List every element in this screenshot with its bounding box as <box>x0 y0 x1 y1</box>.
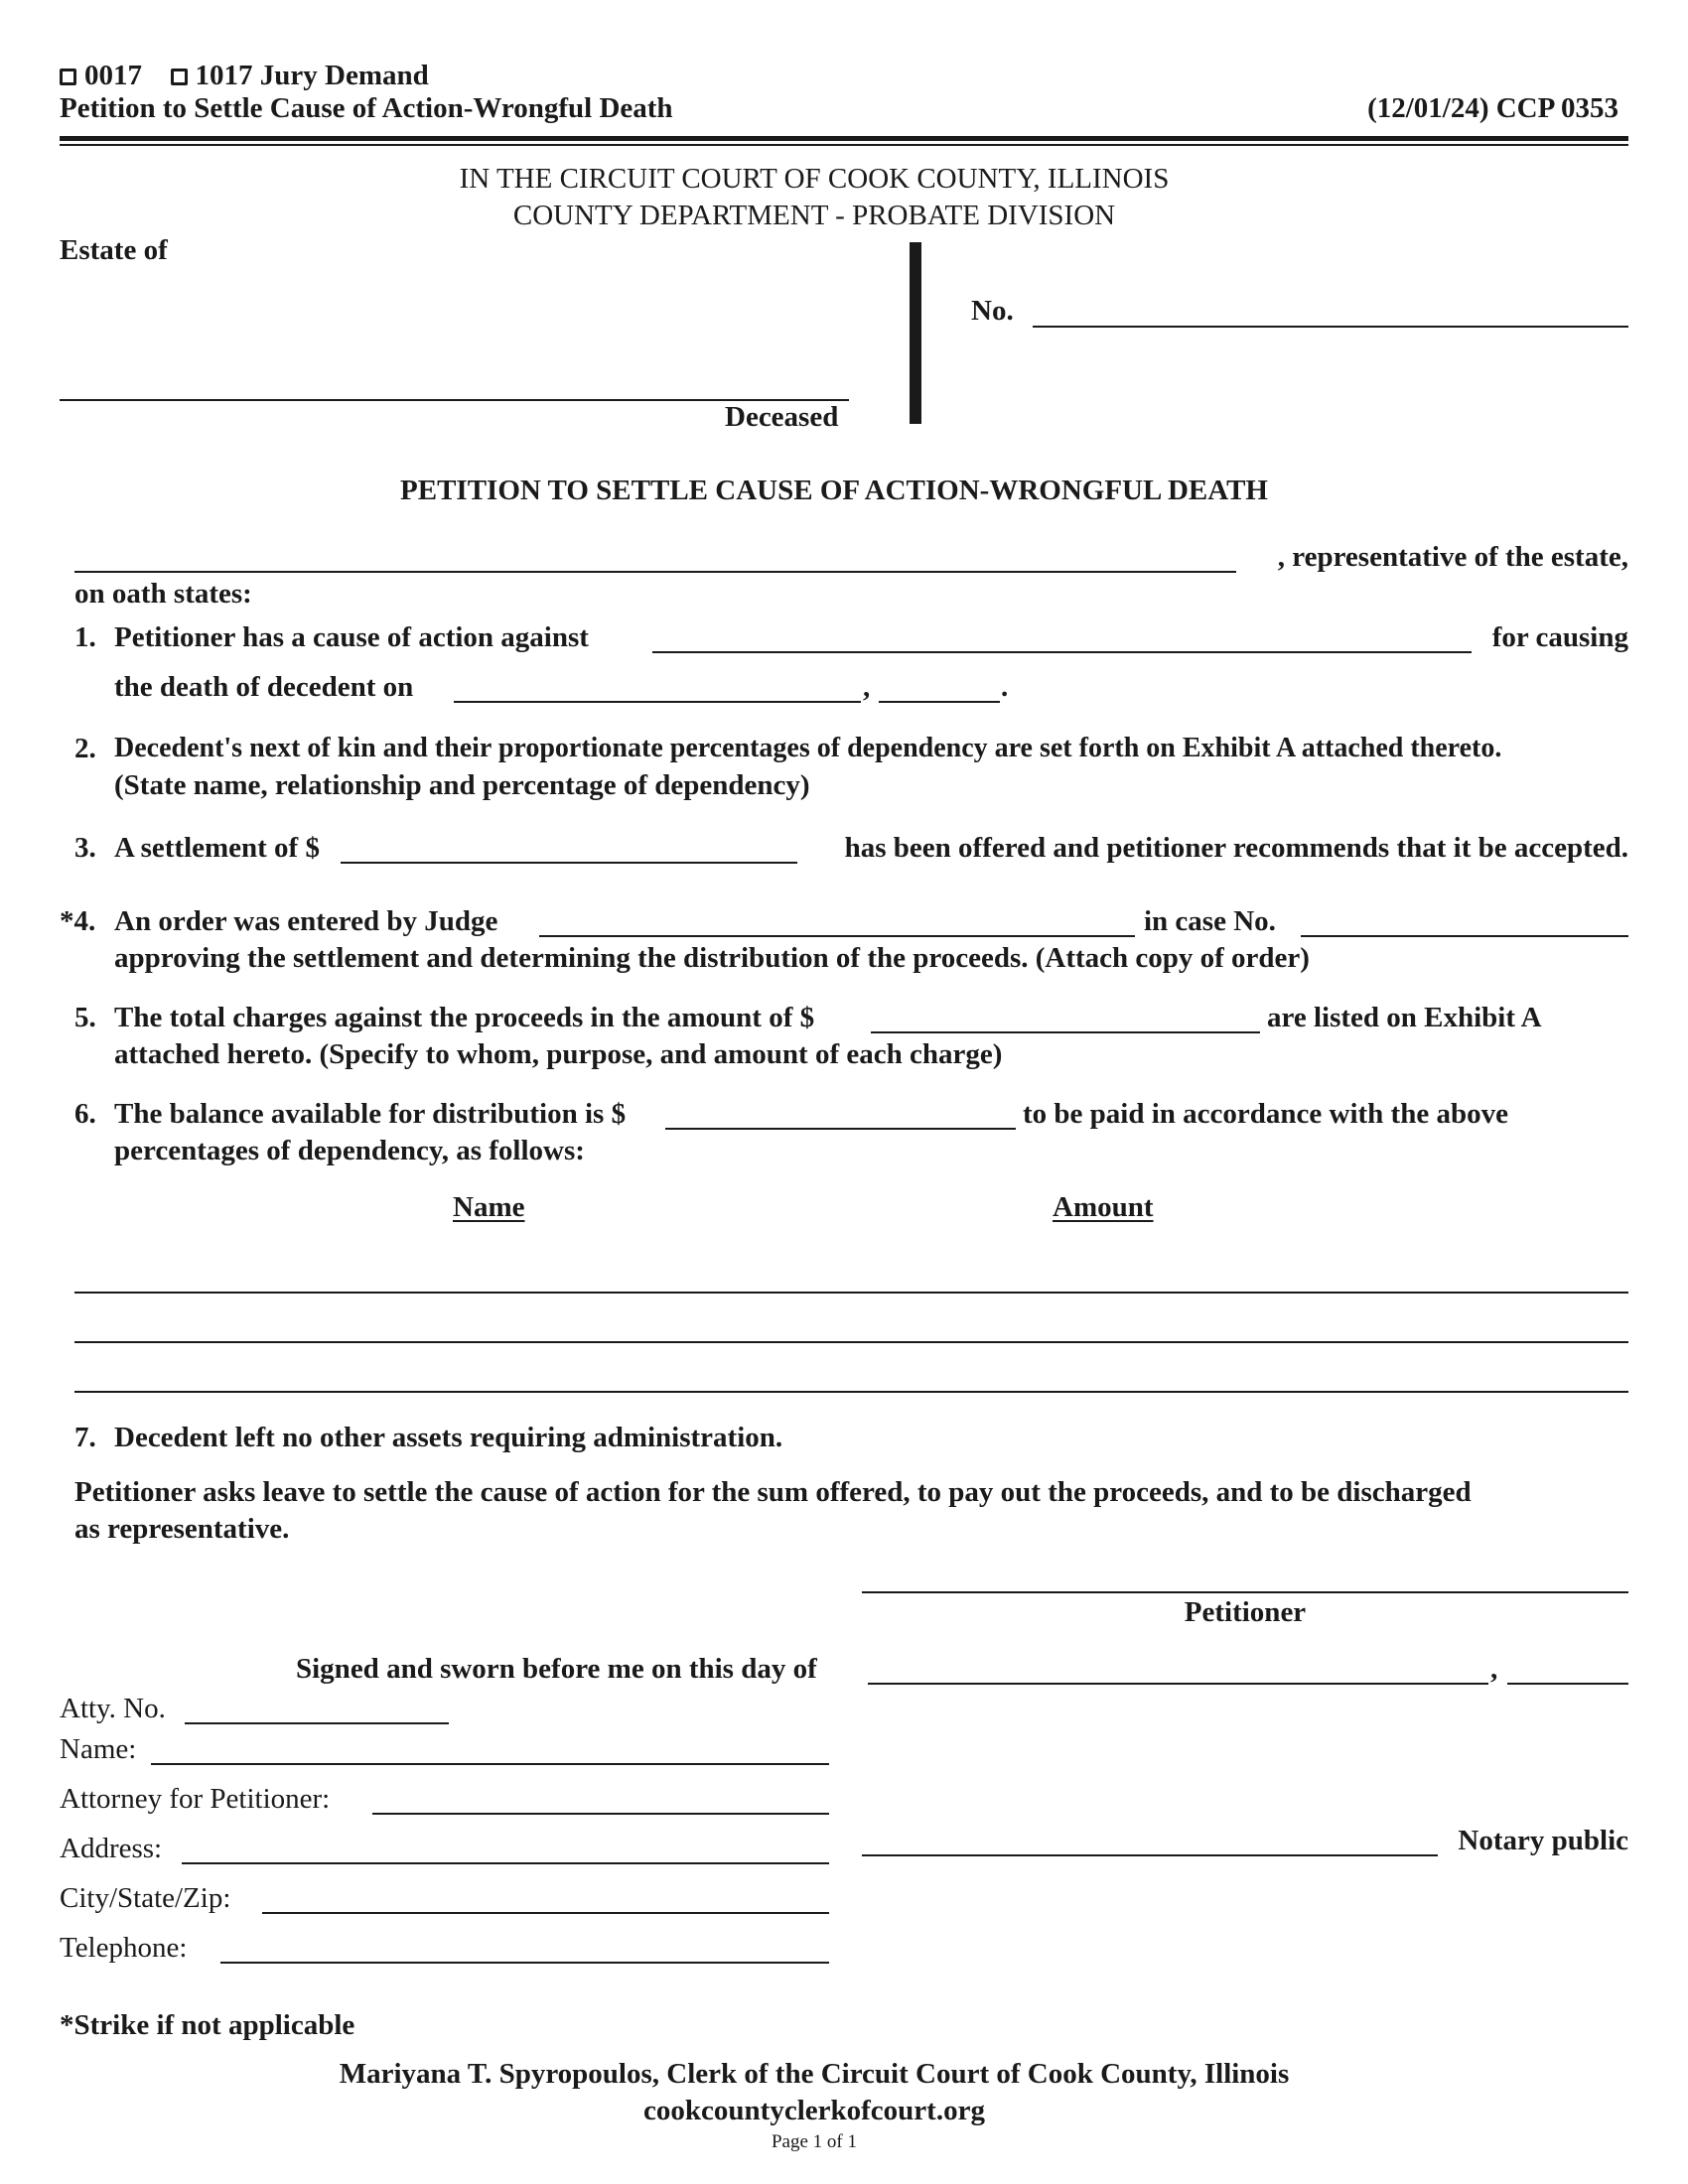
item-1-comma: , <box>863 671 871 703</box>
city-state-zip-label: City/State/Zip: <box>60 1882 231 1914</box>
deceased-label: Deceased <box>725 401 839 433</box>
notary-label: Notary public <box>1458 1825 1628 1856</box>
death-date-field[interactable] <box>454 701 861 703</box>
petitioner-signature-field[interactable] <box>862 1591 1628 1593</box>
item-4-text-c: approving the settlement and determining the distribution of the proceeds. (Attach copy of order) <box>114 942 1310 974</box>
item-7-number: 7. <box>74 1422 96 1453</box>
item-2-text-a: Decedent's next of kin and their proportionate percentages of dependency are set forth on Exhibit A attached thereto. <box>114 733 1502 763</box>
notary-signature-field[interactable] <box>862 1854 1438 1856</box>
name-label: Name: <box>60 1733 137 1765</box>
item-5-text-b: are listed on Exhibit A <box>1267 1002 1542 1033</box>
address-label: Address: <box>60 1833 163 1864</box>
item-7-text: Decedent left no other assets requiring administration. <box>114 1422 783 1453</box>
distribution-line-1[interactable] <box>74 1292 1628 1294</box>
telephone-field[interactable] <box>220 1962 829 1964</box>
form-id: (12/01/24) CCP 0353 <box>1367 92 1618 124</box>
item-3-text-b: has been offered and petitioner recommends that it be accepted. <box>844 832 1628 864</box>
item-5-text-c: attached hereto. (Specify to whom, purpose, and amount of each charge) <box>114 1038 1003 1070</box>
attorney-name-field[interactable] <box>151 1763 829 1765</box>
attorney-for-field[interactable] <box>372 1813 829 1815</box>
item-6-number: 6. <box>74 1098 96 1130</box>
address-field[interactable] <box>182 1862 829 1864</box>
charges-amount-field[interactable] <box>871 1031 1260 1033</box>
sworn-text: Signed and sworn before me on this day of <box>296 1653 817 1685</box>
item-5-text-a: The total charges against the proceeds in the amount of $ <box>114 1002 815 1033</box>
case-number-field[interactable] <box>1033 326 1628 328</box>
judge-name-field[interactable] <box>539 935 1135 937</box>
closing-line-2: as representative. <box>74 1513 290 1545</box>
item-6-text-a: The balance available for distribution is $ <box>114 1098 627 1130</box>
sworn-year-field[interactable] <box>1507 1683 1628 1685</box>
item-4-text-a: An order was entered by Judge <box>114 905 498 937</box>
settlement-amount-field[interactable] <box>341 862 797 864</box>
oath-text: on oath states: <box>74 578 252 610</box>
item-6-text-b: to be paid in accordance with the above <box>1023 1098 1508 1130</box>
closing-line-1: Petitioner asks leave to settle the cause of action for the sum offered, to pay out the proceeds, and to be discharged <box>74 1476 1472 1508</box>
item-2-text-b: (State name, relationship and percentage of dependency) <box>114 769 810 801</box>
clerk-website[interactable]: cookcountyclerkofcourt.org <box>643 2095 985 2126</box>
item-1-text-b: for causing <box>1491 621 1628 653</box>
header-rule <box>60 136 1628 141</box>
amount-column-header: Amount <box>1053 1191 1154 1223</box>
checkbox-1017-jury-demand[interactable] <box>171 68 188 85</box>
code-0017: 0017 <box>84 60 142 91</box>
defendant-field[interactable] <box>652 651 1472 653</box>
item-1-text-c: the death of decedent on <box>114 671 414 703</box>
representative-text: , representative of the estate, <box>1277 541 1628 573</box>
item-3-number: 3. <box>74 832 96 864</box>
case-no-label: No. <box>971 295 1014 327</box>
document-title: PETITION TO SETTLE CAUSE OF ACTION-WRONGFUL DEATH <box>400 475 1268 506</box>
page-number: Page 1 of 1 <box>771 2131 857 2152</box>
telephone-label: Telephone: <box>60 1932 188 1964</box>
sworn-date-field[interactable] <box>868 1683 1488 1685</box>
caption-divider <box>910 242 921 424</box>
item-6-text-c: percentages of dependency, as follows: <box>114 1135 585 1166</box>
court-line-2: COUNTY DEPARTMENT - PROBATE DIVISION <box>512 200 1116 231</box>
attorney-for-label: Attorney for Petitioner: <box>60 1783 331 1815</box>
item-3-text-a: A settlement of $ <box>114 832 320 864</box>
item-1-period: . <box>1001 671 1009 703</box>
distribution-line-3[interactable] <box>74 1391 1628 1393</box>
court-line-1: IN THE CIRCUIT COURT OF COOK COUNTY, ILLINOIS <box>459 163 1170 195</box>
estate-of-label: Estate of <box>60 234 168 266</box>
checkbox-0017[interactable] <box>60 68 76 85</box>
prior-case-number-field[interactable] <box>1301 935 1628 937</box>
representative-name-field[interactable] <box>74 571 1236 573</box>
item-1-text-a: Petitioner has a cause of action against <box>114 621 589 653</box>
strike-note: *Strike if not applicable <box>60 2009 355 2041</box>
item-4-text-b: in case No. <box>1144 905 1276 937</box>
name-column-header: Name <box>453 1191 525 1223</box>
sworn-comma: , <box>1490 1653 1498 1685</box>
item-4-number: *4. <box>60 905 96 937</box>
death-year-field[interactable] <box>879 701 1000 703</box>
jury-demand-line <box>60 60 429 92</box>
item-1-number: 1. <box>74 621 96 653</box>
balance-amount-field[interactable] <box>665 1128 1016 1130</box>
atty-no-label: Atty. No. <box>60 1693 166 1724</box>
form-title-header: Petition to Settle Cause of Action-Wrongful Death <box>60 92 673 124</box>
atty-no-field[interactable] <box>185 1722 449 1724</box>
item-5-number: 5. <box>74 1002 96 1033</box>
petitioner-label: Petitioner <box>1184 1596 1307 1628</box>
clerk-name: Mariyana T. Spyropoulos, Clerk of the Circuit Court of Cook County, Illinois <box>339 2058 1290 2090</box>
item-2-number: 2. <box>74 733 96 764</box>
distribution-line-2[interactable] <box>74 1341 1628 1343</box>
code-1017-jury-demand: 1017 Jury Demand <box>195 60 429 91</box>
header-rule-thin <box>60 144 1628 146</box>
city-state-zip-field[interactable] <box>262 1912 829 1914</box>
